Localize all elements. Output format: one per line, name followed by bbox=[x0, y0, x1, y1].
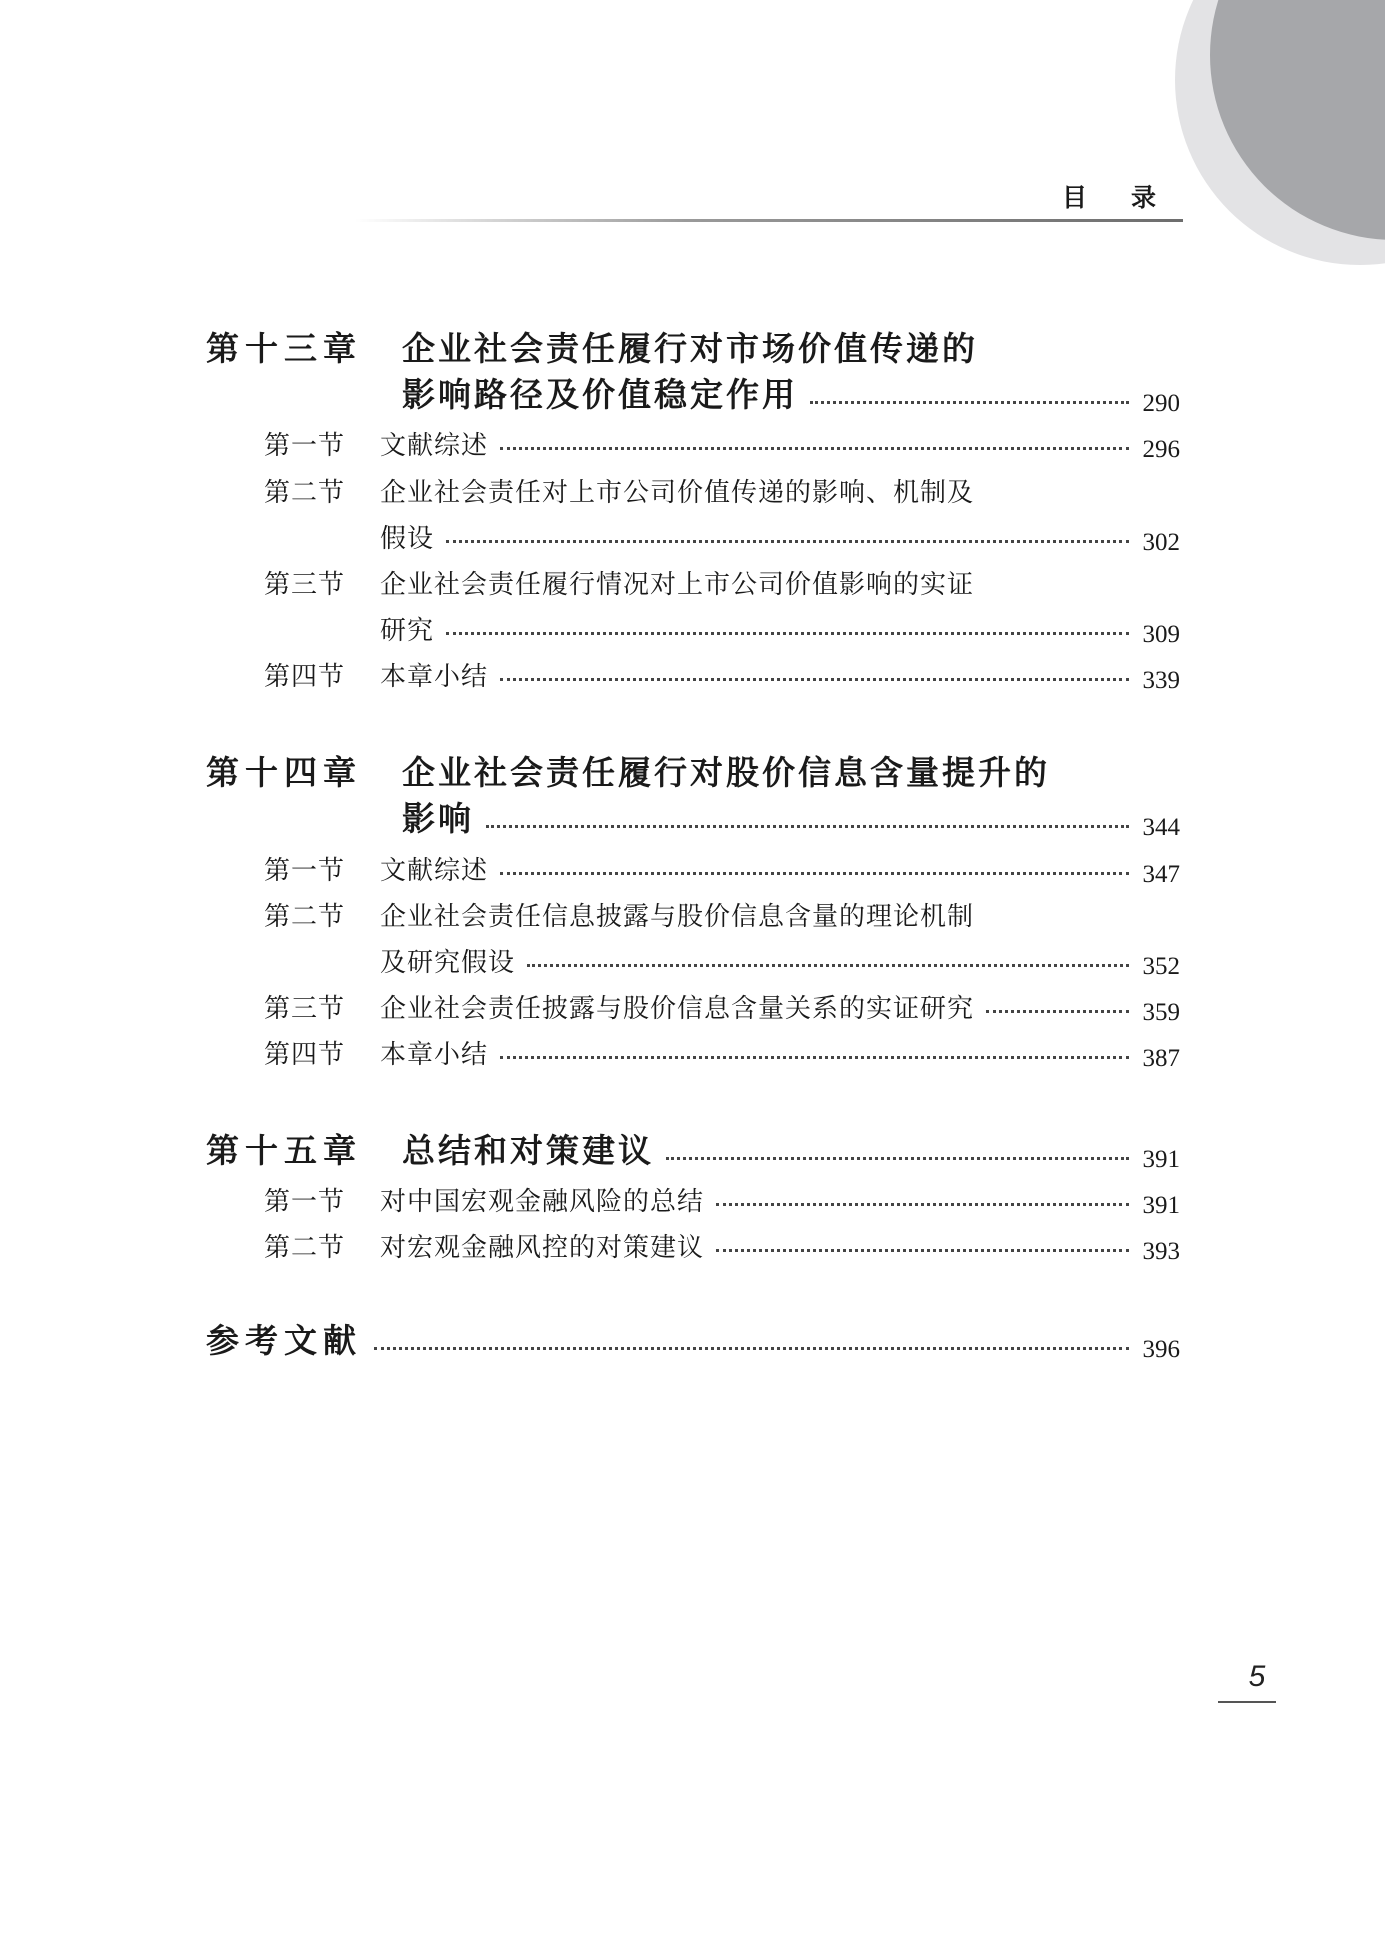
toc-chapter-row[interactable] bbox=[0, 750, 1180, 796]
section-title: 对宏观金融风控的对策建议 bbox=[380, 1233, 705, 1263]
page-ref: 347 bbox=[1142, 861, 1180, 888]
section-title: 企业社会责任披露与股价信息含量关系的实证研究 bbox=[380, 994, 975, 1024]
dot-leader bbox=[446, 632, 1128, 635]
chapter-title: 企业社会责任履行对市场价值传递的 bbox=[402, 329, 978, 368]
page-ref: 339 bbox=[1142, 667, 1180, 694]
dot-leader bbox=[486, 825, 1129, 828]
toc-section-row[interactable] bbox=[0, 889, 1180, 935]
section-label: 第二节 bbox=[264, 902, 346, 932]
dot-leader bbox=[500, 678, 1128, 681]
dot-leader bbox=[986, 1010, 1128, 1013]
section-label: 第二节 bbox=[264, 478, 346, 508]
page-ref: 391 bbox=[1142, 1192, 1180, 1219]
page-ref: 344 bbox=[1142, 814, 1180, 841]
dot-leader bbox=[446, 540, 1128, 543]
section-title: 企业社会责任信息披露与股价信息含量的理论机制 bbox=[380, 902, 975, 932]
page-number-rule bbox=[1218, 1701, 1276, 1703]
section-label: 第一节 bbox=[264, 1187, 346, 1217]
toc-section-row[interactable] bbox=[0, 1027, 1180, 1073]
toc-chapter-row[interactable] bbox=[0, 372, 1180, 418]
toc-section-row[interactable] bbox=[0, 1174, 1180, 1220]
page-ref: 391 bbox=[1142, 1146, 1180, 1173]
toc-section-row[interactable] bbox=[0, 935, 1180, 981]
toc-chapter-row[interactable] bbox=[0, 1318, 1180, 1364]
toc-section-row[interactable] bbox=[0, 1220, 1180, 1266]
section-label: 第四节 bbox=[264, 662, 346, 692]
section-label: 第三节 bbox=[264, 994, 346, 1024]
dot-leader bbox=[500, 872, 1128, 875]
toc-section-row[interactable] bbox=[0, 981, 1180, 1027]
section-title: 本章小结 bbox=[380, 1040, 489, 1070]
toc-section-row[interactable] bbox=[0, 511, 1180, 557]
page-ref: 290 bbox=[1142, 390, 1180, 417]
section-title: 假设 bbox=[380, 524, 435, 554]
section-label: 第四节 bbox=[264, 1040, 346, 1070]
page-ref: 396 bbox=[1142, 1336, 1180, 1363]
dot-leader bbox=[810, 401, 1129, 404]
section-title: 对中国宏观金融风险的总结 bbox=[380, 1187, 705, 1217]
dot-leader bbox=[666, 1157, 1129, 1160]
dot-leader bbox=[374, 1347, 1129, 1350]
section-label: 第一节 bbox=[264, 431, 346, 461]
toc-chapter-row[interactable] bbox=[0, 326, 1180, 372]
toc-section-row[interactable] bbox=[0, 843, 1180, 889]
page-ref: 387 bbox=[1142, 1045, 1180, 1072]
chapter-title: 企业社会责任履行对股价信息含量提升的 bbox=[402, 753, 1050, 792]
dot-leader bbox=[527, 964, 1128, 967]
dot-leader bbox=[716, 1249, 1128, 1252]
section-title: 企业社会责任履行情况对上市公司价值影响的实证 bbox=[380, 570, 975, 600]
chapter-label: 第十五章 bbox=[206, 1131, 362, 1170]
page-ref: 296 bbox=[1142, 436, 1180, 463]
page-ref: 309 bbox=[1142, 621, 1180, 648]
chapter-title: 总结和对策建议 bbox=[402, 1131, 654, 1170]
toc-section-row[interactable] bbox=[0, 418, 1180, 464]
toc-section-row[interactable] bbox=[0, 649, 1180, 695]
section-title: 本章小结 bbox=[380, 662, 489, 692]
dot-leader bbox=[500, 1056, 1128, 1059]
section-title: 文献综述 bbox=[380, 856, 489, 886]
section-title: 文献综述 bbox=[380, 431, 489, 461]
chapter-title: 影响路径及价值稳定作用 bbox=[402, 375, 798, 414]
toc-section-row[interactable] bbox=[0, 603, 1180, 649]
page-ref: 352 bbox=[1142, 953, 1180, 980]
dot-leader bbox=[716, 1203, 1128, 1206]
page-ref: 302 bbox=[1142, 529, 1180, 556]
section-label: 第二节 bbox=[264, 1233, 346, 1263]
toc-chapter-row[interactable] bbox=[0, 1128, 1180, 1174]
chapter-title: 影响 bbox=[402, 799, 474, 838]
page-ref: 359 bbox=[1142, 999, 1180, 1026]
chapter-label: 第十四章 bbox=[206, 753, 362, 792]
chapter-label: 参考文献 bbox=[206, 1321, 362, 1360]
dot-leader bbox=[500, 447, 1128, 450]
chapter-label: 第十三章 bbox=[206, 329, 362, 368]
page-number: 5 bbox=[1248, 1660, 1266, 1693]
toc-section-row[interactable] bbox=[0, 465, 1180, 511]
toc-section-row[interactable] bbox=[0, 557, 1180, 603]
running-head: 目录 bbox=[1062, 183, 1201, 212]
section-title: 企业社会责任对上市公司价值传递的影响、机制及 bbox=[380, 478, 975, 508]
page-ref: 393 bbox=[1142, 1238, 1180, 1265]
header-rule bbox=[355, 219, 1183, 222]
section-title: 及研究假设 bbox=[380, 948, 516, 978]
toc-chapter-row[interactable] bbox=[0, 796, 1180, 842]
section-title: 研究 bbox=[380, 616, 435, 646]
section-label: 第一节 bbox=[264, 856, 346, 886]
section-label: 第三节 bbox=[264, 570, 346, 600]
